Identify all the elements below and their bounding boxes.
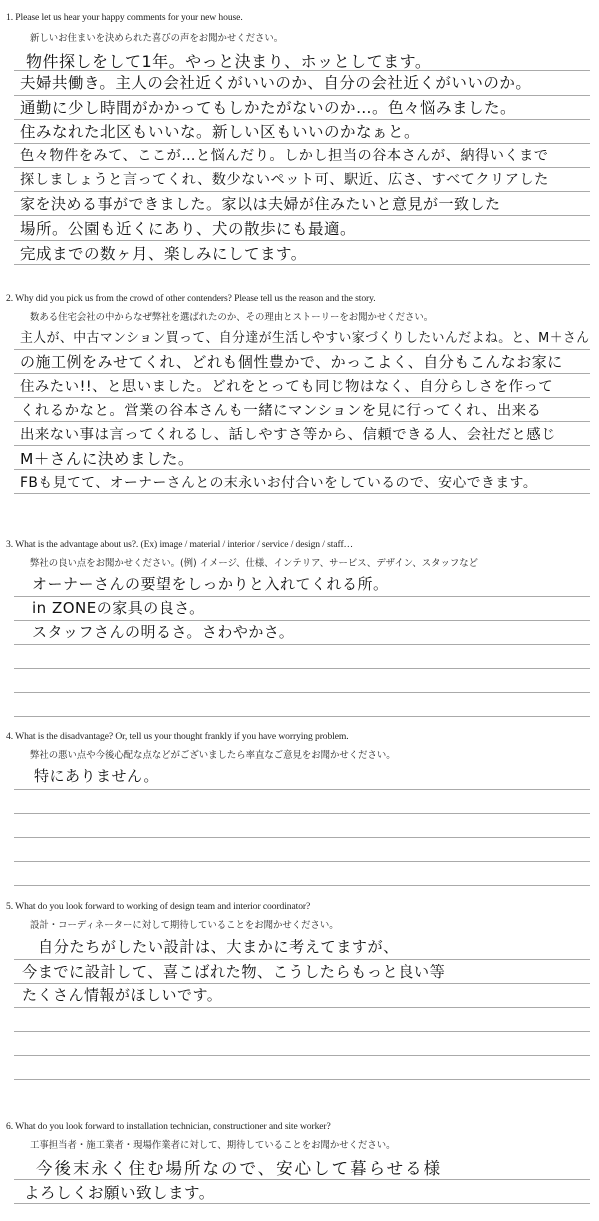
ruled-line [14, 1055, 590, 1056]
question-6-jp: 工事担当者・施工業者・現場作業者に対して、期待していることをお聞かせください。 [30, 1140, 396, 1151]
answer-2-line: 出来ない事は言ってくれるし、話しやすさ等から、信頼できる人、会社だと感じ [20, 427, 557, 443]
answer-6-line: よろしくお願い致します。 [24, 1184, 215, 1202]
answer-1-line: 家を決める事ができました。家以は夫婦が住みたいと意見が一致した [20, 195, 501, 213]
ruled-line [14, 1031, 590, 1032]
ruled-line [14, 469, 590, 470]
ruled-line [14, 861, 590, 862]
ruled-line [14, 668, 590, 669]
answer-1-line: 探しましょうと言ってくれ、数少ないペット可、駅近、広さ、すべてクリアした [20, 172, 549, 188]
question-2-en: 2. Why did you pick us from the crowd of other contenders? Please tell us the reason and the story. [6, 293, 376, 304]
ruled-line [14, 959, 590, 960]
ruled-line [14, 421, 590, 422]
answer-1-line: 通勤に少し時間がかかってもしかたがないのか…。色々悩みました。 [20, 99, 517, 117]
ruled-line [14, 493, 590, 494]
ruled-line [14, 167, 590, 168]
ruled-line [14, 373, 590, 374]
question-5-en: 5. What do you look forward to working of design team and interior coordinator? [6, 901, 311, 912]
answer-2-line: 住みたい!!、と思いました。どれをとっても同じ物はなく、自分らしさを作って [20, 379, 554, 395]
answer-1-line: 夫婦共働き。主人の会社近くがいいのか、自分の会社近くがいいのか。 [20, 74, 532, 92]
question-4-jp: 弊社の悪い点や今後心配な点などがございましたら率直なご意見をお聞かせください。 [30, 750, 396, 761]
ruled-line [14, 1007, 590, 1008]
question-3-jp: 弊社の良い点をお聞かせください。(例) イメージ、仕様、インテリア、サービス、デザイン、スタッフなど [30, 558, 479, 569]
answer-2-line: FBも見てて、オーナーさんとの末永いお付合いをしているので、安心できます。 [20, 475, 538, 491]
answer-3-line: in ZONEの家具の良さ。 [32, 599, 205, 617]
answer-6-line: 今後末永く住む場所なので、安心して暮らせる様 [36, 1159, 443, 1178]
ruled-line [14, 397, 590, 398]
ruled-line [14, 644, 590, 645]
ruled-line [14, 191, 590, 192]
question-1-en: 1. Please let us hear your happy comments for your new house. [6, 12, 243, 23]
ruled-line [14, 264, 590, 265]
answer-2-line: の施工例をみせてくれ、どれも個性豊かで、かっこよく、自分もこんなお家に [20, 353, 563, 371]
question-3-en: 3. What is the advantage about us?. (Ex) image / material / interior / service / design / staff… [6, 539, 354, 550]
ruled-line [14, 1203, 590, 1204]
answer-5-line: 自分たちがしたい設計は、大まかに考えてますが、 [38, 938, 399, 956]
ruled-line [14, 143, 590, 144]
question-2-jp: 数ある住宅会社の中からなぜ弊社を選ばれたのか、その理由とストーリーをお聞かせください。 [30, 312, 434, 323]
answer-2-line: くれるかなと。営業の谷本さんも一緒にマンションを見に行ってくれ、出来る [20, 403, 542, 419]
answer-3-line: スタッフさんの明るさ。さわやかさ。 [32, 623, 295, 641]
answer-2-line: 主人が、中古マンション買って、自分達が生活しやすい家づくりしたいんだよね。と、M＋さん [20, 331, 590, 346]
ruled-line [14, 445, 590, 446]
ruled-line [14, 789, 590, 790]
answer-4-line: 特にありません。 [34, 767, 159, 785]
question-4-en: 4. What is the disadvantage? Or, tell us your thought frankly if you have worrying problem. [6, 731, 349, 742]
ruled-line [14, 837, 590, 838]
answer-1-line: 場所。公園も近くにあり、犬の散歩にも最適。 [20, 220, 357, 238]
ruled-line [14, 716, 590, 717]
ruled-line [14, 240, 590, 241]
ruled-line [14, 813, 590, 814]
question-6-en: 6. What do you look forward to installation technician, constructioner and site worker? [6, 1121, 331, 1132]
ruled-line [14, 692, 590, 693]
ruled-line [14, 349, 590, 350]
answer-5-line: 今までに設計して、喜こばれた物、こうしたらもっと良い等 [22, 963, 446, 981]
ruled-line [14, 215, 590, 216]
answer-2-line: M＋さんに決めました。 [20, 450, 194, 468]
answer-1-line: 住みなれた北区もいいな。新しい区もいいのかなぁと。 [20, 123, 421, 141]
question-5-jp: 設計・コーディネーターに対して期待していることをお聞かせください。 [30, 920, 339, 931]
ruled-line [14, 885, 590, 886]
answer-3-line: オーナーさんの要望をしっかりと入れてくれる所。 [32, 575, 389, 593]
answer-1-line: 完成までの数ヶ月、楽しみにしてます。 [20, 245, 307, 263]
answer-1-line: 物件探しをして1年。やっと決まり、ホッとしてます。 [26, 52, 432, 71]
question-1-jp: 新しいお住まいを決められた喜びの声をお聞かせください。 [30, 33, 284, 44]
ruled-line [14, 1079, 590, 1080]
ruled-line [14, 1179, 590, 1180]
answer-1-line: 色々物件をみて、ここが…と悩んだり。しかし担当の谷本さんが、納得いくまで [20, 148, 549, 164]
answer-5-line: たくさん情報がほしいです。 [22, 986, 223, 1004]
